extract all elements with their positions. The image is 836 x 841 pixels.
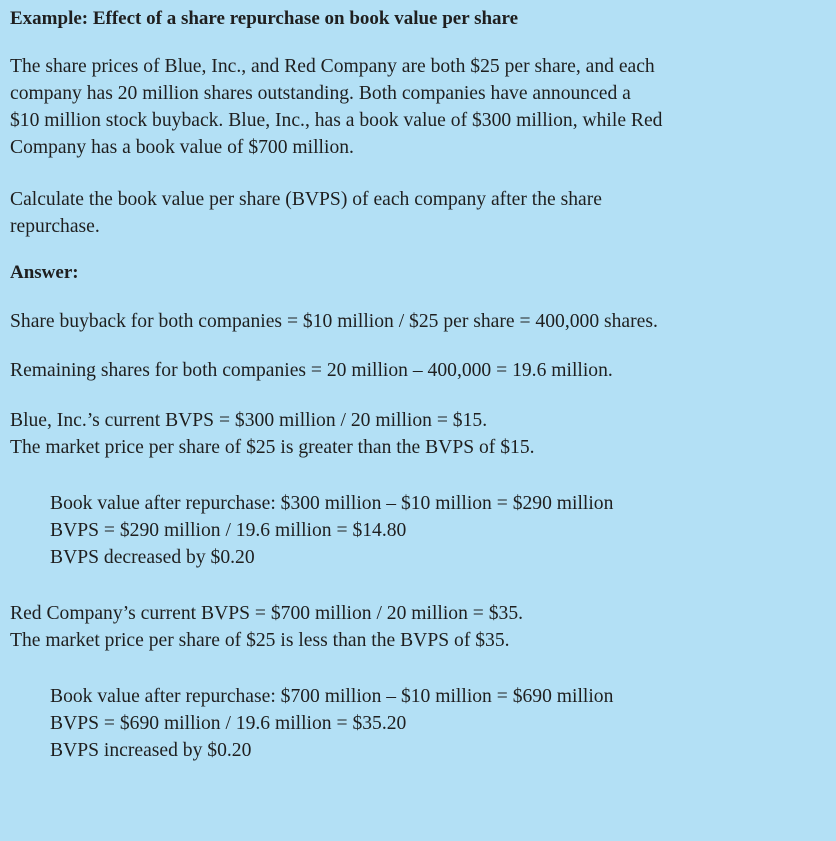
blue-details: [10, 490, 830, 571]
red-detail-line: BVPS = $690 million / 19.6 million = $35.20: [50, 713, 407, 734]
remaining-shares-line: Remaining shares for both companies = 20 million – 400,000 = 19.6 million.: [10, 360, 613, 381]
red-detail-line: BVPS increased by $0.20: [50, 740, 252, 761]
question-line: Calculate the book value per share (BVPS) of each company after the share: [10, 189, 602, 210]
intro-line: Company has a book value of $700 million.: [10, 137, 354, 158]
intro-line: company has 20 million shares outstanding. Both companies have announced a: [10, 83, 631, 104]
blue-current-bvps: Blue, Inc.’s current BVPS = $300 million / 20 million = $15.: [10, 410, 488, 431]
blue-detail-line: Book value after repurchase: $300 million – $10 million = $290 million: [50, 493, 614, 514]
question-line: repurchase.: [10, 216, 100, 237]
buyback-line: Share buyback for both companies = $10 million / $25 per share = 400,000 shares.: [10, 311, 658, 332]
blue-comparison: The market price per share of $25 is greater than the BVPS of $15.: [10, 437, 535, 458]
red-current-bvps: Red Company’s current BVPS = $700 million / 20 million = $35.: [10, 603, 524, 624]
question-paragraph: [10, 186, 830, 240]
red-details: [10, 683, 830, 764]
intro-paragraph: [10, 53, 830, 161]
intro-line: $10 million stock buyback. Blue, Inc., has a book value of $300 million, while Red: [10, 110, 663, 131]
blue-summary: [10, 407, 830, 461]
example-title: Example: Effect of a share repurchase on book value per share: [10, 8, 519, 29]
blue-detail-line: BVPS = $290 million / 19.6 million = $14.80: [50, 520, 407, 541]
red-detail-line: Book value after repurchase: $700 million – $10 million = $690 million: [50, 686, 614, 707]
intro-line: The share prices of Blue, Inc., and Red Company are both $25 per share, and each: [10, 56, 655, 77]
red-summary: [10, 600, 830, 654]
red-comparison: The market price per share of $25 is less than the BVPS of $35.: [10, 630, 510, 651]
blue-detail-line: BVPS decreased by $0.20: [50, 547, 255, 568]
answer-label: Answer:: [10, 262, 79, 283]
